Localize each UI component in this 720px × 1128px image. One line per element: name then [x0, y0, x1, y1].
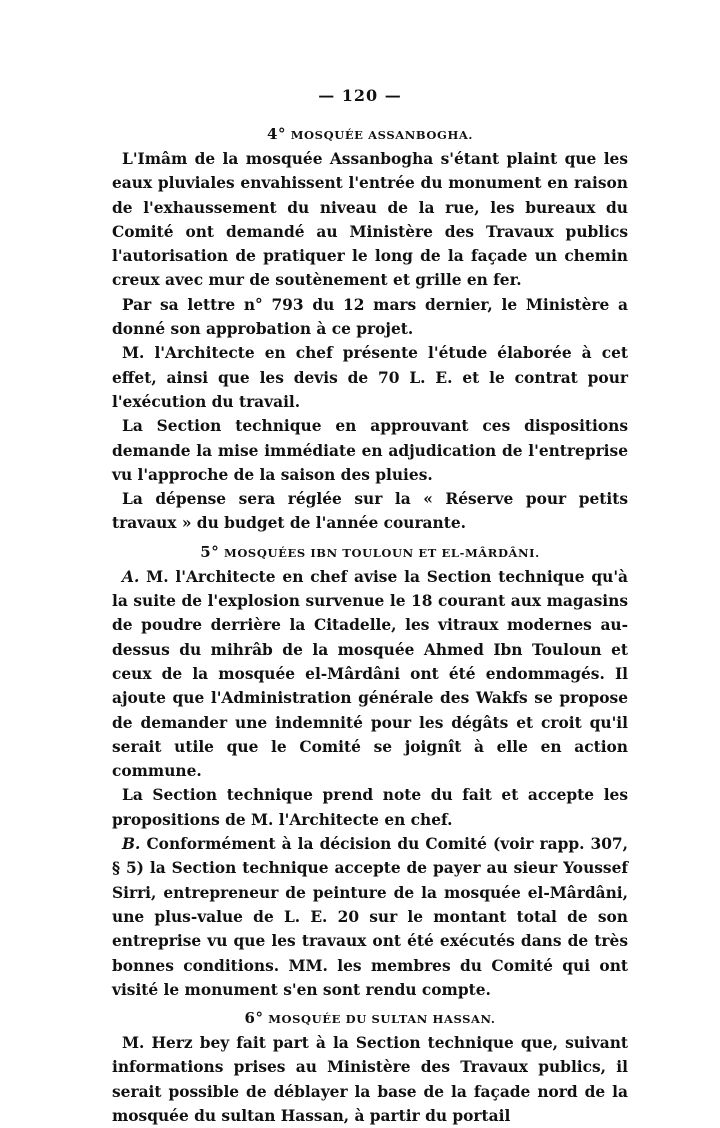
paragraph: M. Herz bey fait part à la Section technique que, suivant informations prises au Ministère des Travaux publics, il serait possible de déblayer la base de la façade nord de la mosquée du sultan Hassan, à partir du portail — [112, 1034, 628, 1125]
paragraph: La Section technique prend note du fait et accepte les propositions de M. l'Architecte en chef. — [112, 786, 628, 829]
section-title: MOSQUÉE DU SULTAN HASSAN. — [268, 1012, 496, 1027]
page-number: — 120 — — [318, 86, 402, 105]
section-heading — [112, 122, 628, 147]
section-heading — [112, 540, 628, 565]
section-title: MOSQUÉE ASSANBOGHA. — [290, 128, 474, 142]
paragraph — [112, 832, 628, 1002]
paragraph-text: M. l'Architecte en chef avise la Section technique qu'à la suite de l'explosion survenue le 18 courant aux magasins de poudre derrière la Citadelle, les vitraux modernes au-dessus du mihrâb de la mosquée Ahmed Ibn Touloun et ceux de la mosquée el-Mârdâni ont été endommagés. Il ajoute que l'Administration générale des Wakfs se propose de demander une indemnité pour les dégâts et croit qu'il serait utile que le Comité se joignît à elle en action commune. — [112, 567, 628, 781]
paragraph-text: Conformément à la décision du Comité (voir rapp. 307, § 5) la Section technique accepte de payer au sieur Youssef Sirri, entrepreneur de peinture de la mosquée el-Mârdâni, une plus-value de L. E. 20 sur le montant total de son entreprise vu que les travaux ont été exécutés dans de très bonnes conditions. MM. les membres du Comité qui ont visité le monument s'en sont rendu compte. — [112, 835, 628, 999]
paragraph — [112, 565, 628, 784]
section-number: 4° — [266, 125, 287, 143]
paragraph-lead: B. — [122, 835, 141, 854]
paragraph: L'Imâm de la mosquée Assanbogha s'étant plaint que les eaux pluviales envahissent l'entrée du monument en raison de l'exhaussement du niveau de la rue, les bureaux du Comité ont demandé au Ministère des Travaux publics l'autorisation de pratiquer le long de la façade un chemin creux avec mur de soutènement et grille en fer. — [112, 150, 628, 290]
page-body — [112, 120, 628, 1128]
section-heading — [112, 1006, 628, 1031]
paragraph: Par sa lettre n° 793 du 12 mars dernier, le Ministère a donné son approbation à ce projet. — [112, 295, 628, 339]
paragraph: La dépense sera réglée sur la « Réserve pour petits travaux » du budget de l'année courante. — [112, 490, 628, 533]
section-number: 6° — [244, 1009, 264, 1028]
section-title: MOSQUÉES IBN TOULOUN ET EL-MÂRDÂNI. — [223, 545, 540, 560]
section-number: 5° — [200, 542, 220, 561]
paragraph-lead: A. — [122, 567, 140, 586]
paragraph: La Section technique en approuvant ces dispositions demande la mise immédiate en adjudication de l'entreprise vu l'approche de la saison des pluies. — [112, 417, 628, 484]
paragraph: M. l'Architecte en chef présente l'étude élaborée à cet effet, ainsi que les devis de 70 L. E. et le contrat pour l'exécution du travail. — [112, 344, 628, 411]
